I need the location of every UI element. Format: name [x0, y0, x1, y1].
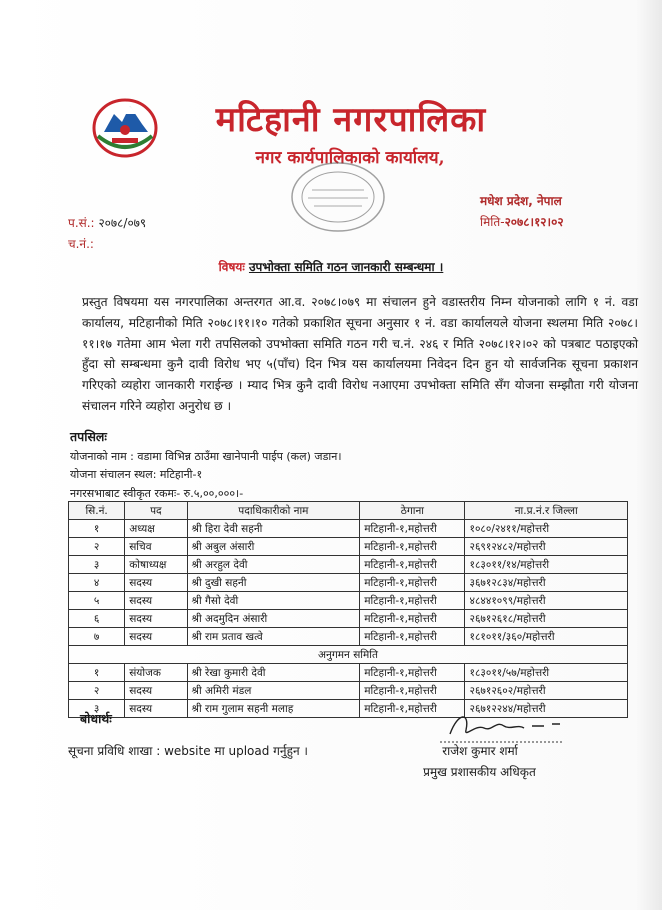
cell-serial: १ [69, 664, 125, 682]
cell-position: कोषाध्यक्ष [125, 556, 187, 574]
cell-name: श्री अमिरी मंडल [187, 682, 360, 700]
header-name: पदाधिकारीको नाम [187, 502, 360, 520]
cell-serial: ६ [69, 610, 125, 628]
table-row [69, 574, 628, 592]
cell-serial: २ [69, 682, 125, 700]
header-serial: सि.नं. [69, 502, 125, 520]
table-header-row [69, 502, 628, 520]
cell-citizenship: २६७१२६१८/महोत्तरी [465, 610, 628, 628]
cell-citizenship: १८१०११/३६०/महोत्तरी [465, 628, 628, 646]
cell-name: श्री रेखा कुमारी देवी [187, 664, 360, 682]
ref-label: प.सं.: [68, 216, 95, 230]
cell-citizenship: ४८४४१०९९/महोत्तरी [465, 592, 628, 610]
table-row [69, 520, 628, 538]
signature-icon [440, 706, 570, 746]
cc-heading: बोधार्थः [80, 711, 112, 726]
table-row [69, 610, 628, 628]
subject-line [0, 258, 662, 275]
cell-position: सचिव [125, 538, 187, 556]
header-address: ठेगाना [360, 502, 465, 520]
municipality-name: मटिहानी नगरपालिका [215, 100, 487, 140]
cell-address: मटिहानी-१,महोत्तरी [360, 628, 465, 646]
cell-serial: ५ [69, 592, 125, 610]
project-site: योजना संचालन स्थल: मटिहानी-१ [70, 468, 203, 481]
cell-citizenship: १८३०११/१४/महोत्तरी [465, 556, 628, 574]
letter-date [480, 213, 564, 230]
dispatch-label: च.नं.: [68, 237, 94, 251]
reference-number [68, 214, 146, 231]
notice-body: प्रस्तुत विषयमा यस नगरपालिका अन्तरगत आ.व. २०७८।०७९ मा संचालन हुने वडास्तरीय निम्न योजनाको लागि १ नं. वडा कार्यालय, मटिहानीको मिति २०७८।११।१० गतेको प्रकाशित सूचना अनुसार १ नं. वडा कार्यालयले योजना स्थलमा मिति २०७८।११।१७ गतेमा आम भेला गरी तपसिलको उपभोक्ता समिति गठन गरी च.नं. २४६ र मिति २०७८।१२।०२ को पत्रबाट पठाइएको हुँदा सो सम्बन्धमा कुनै दावी विरोध भए ५(पाँच) दिन भित्र यस कार्यालयमा निवेदन दिन हुन यो सार्वजनिक सूचना प्रकाशन गरिएको व्यहोरा जानकारी गराईन्छ । म्याद भित्र कुनै दावी विरोध नआएमा उपभोक्ता समिति सँग योजना सम्झौता गरी योजना संचालन गरिने व्यहोरा अनुरोध छ । [82, 295, 638, 413]
cell-name: श्री अबुल अंसारी [187, 538, 360, 556]
monitoring-heading-row [69, 646, 628, 664]
cell-citizenship: १८३०११/५७/महोत्तरी [465, 664, 628, 682]
table-row [69, 556, 628, 574]
cell-name: श्री गैसो देवी [187, 592, 360, 610]
header-citizenship: ना.प्र.नं.र जिल्ला [465, 502, 628, 520]
cell-serial: ७ [69, 628, 125, 646]
project-name: योजनाको नाम : वडामा विभिन्न ठाउँमा खानेपानी पाईप (कल) जडान। [70, 450, 342, 463]
cell-address: मटिहानी-१,महोत्तरी [360, 592, 465, 610]
cell-address: मटिहानी-१,महोत्तरी [360, 682, 465, 700]
signer-designation: प्रमुख प्रशासकीय अधिकृत [423, 765, 536, 779]
table-row [69, 664, 628, 682]
cell-citizenship: २६७१२६०२/महोत्तरी [465, 682, 628, 700]
cell-address: मटिहानी-१,महोत्तरी [360, 700, 465, 718]
monitoring-committee-title: अनुगमन समिति [69, 646, 628, 664]
cell-serial: ३ [69, 700, 125, 718]
cell-name: श्री अरहुल देवी [187, 556, 360, 574]
dispatch-number [68, 235, 94, 252]
cell-address: मटिहानी-१,महोत्तरी [360, 574, 465, 592]
cell-position: सदस्य [125, 682, 187, 700]
signer-name: राजेश कुमार शर्मा [442, 744, 518, 758]
cell-citizenship: ३६७१२८३४/महोत्तरी [465, 574, 628, 592]
office-seal-icon [288, 160, 388, 234]
table-row [69, 628, 628, 646]
subject-label: विषयः [218, 260, 245, 274]
office-name: नगर कार्यपालिकाको कार्यालय, [255, 148, 445, 168]
cell-address: मटिहानी-१,महोत्तरी [360, 556, 465, 574]
cell-address: मटिहानी-१,महोत्तरी [360, 538, 465, 556]
table-row [69, 538, 628, 556]
committee-table [68, 501, 628, 718]
cell-citizenship: २६९१२४८२/महोत्तरी [465, 538, 628, 556]
table-row [69, 682, 628, 700]
cell-position: अध्यक्ष [125, 520, 187, 538]
cell-position: सदस्य [125, 592, 187, 610]
cell-position: सदस्य [125, 700, 187, 718]
cell-serial: ३ [69, 556, 125, 574]
cc-it-section: सूचना प्रविधि शाखा : website मा upload गर्नुहुन । [68, 744, 308, 758]
cell-name: श्री राम प्रताव खत्वे [187, 628, 360, 646]
nepal-emblem-icon [90, 92, 160, 160]
cell-address: मटिहानी-१,महोत्तरी [360, 520, 465, 538]
cell-name: श्री अदमुदिन अंसारी [187, 610, 360, 628]
cell-name: श्री राम गुलाम सहनी मलाह [187, 700, 360, 718]
cell-citizenship: १०८०/२४११/महोत्तरी [465, 520, 628, 538]
cell-citizenship: २६७१२२४४/महोत्तरी [465, 700, 628, 718]
cell-position: सदस्य [125, 574, 187, 592]
approved-amount: नगरसभाबाट स्वीकृत रकमः- रु.५,००,०००।- [70, 487, 244, 500]
cell-serial: १ [69, 520, 125, 538]
header-position: पद [125, 502, 187, 520]
cell-position: सदस्य [125, 628, 187, 646]
cell-address: मटिहानी-१,महोत्तरी [360, 610, 465, 628]
cell-address: मटिहानी-१,महोत्तरी [360, 664, 465, 682]
date-label: मिति- [480, 215, 505, 229]
ref-value: २०७८/०७९ [98, 216, 147, 230]
office-address: मधेश प्रदेश, नेपाल [480, 194, 562, 208]
cell-name: श्री हिरा देवी सहनी [187, 520, 360, 538]
subject-text: उपभोक्ता समिति गठन जानकारी सम्बन्धमा । [248, 260, 444, 274]
details-heading: तपसिलः [70, 429, 107, 444]
cell-position: संयोजक [125, 664, 187, 682]
date-value: २०७८।१२।०२ [504, 215, 564, 229]
cell-name: श्री दुखी सहनी [187, 574, 360, 592]
cell-serial: २ [69, 538, 125, 556]
table-row [69, 592, 628, 610]
cell-position: सदस्य [125, 610, 187, 628]
cell-serial: ४ [69, 574, 125, 592]
